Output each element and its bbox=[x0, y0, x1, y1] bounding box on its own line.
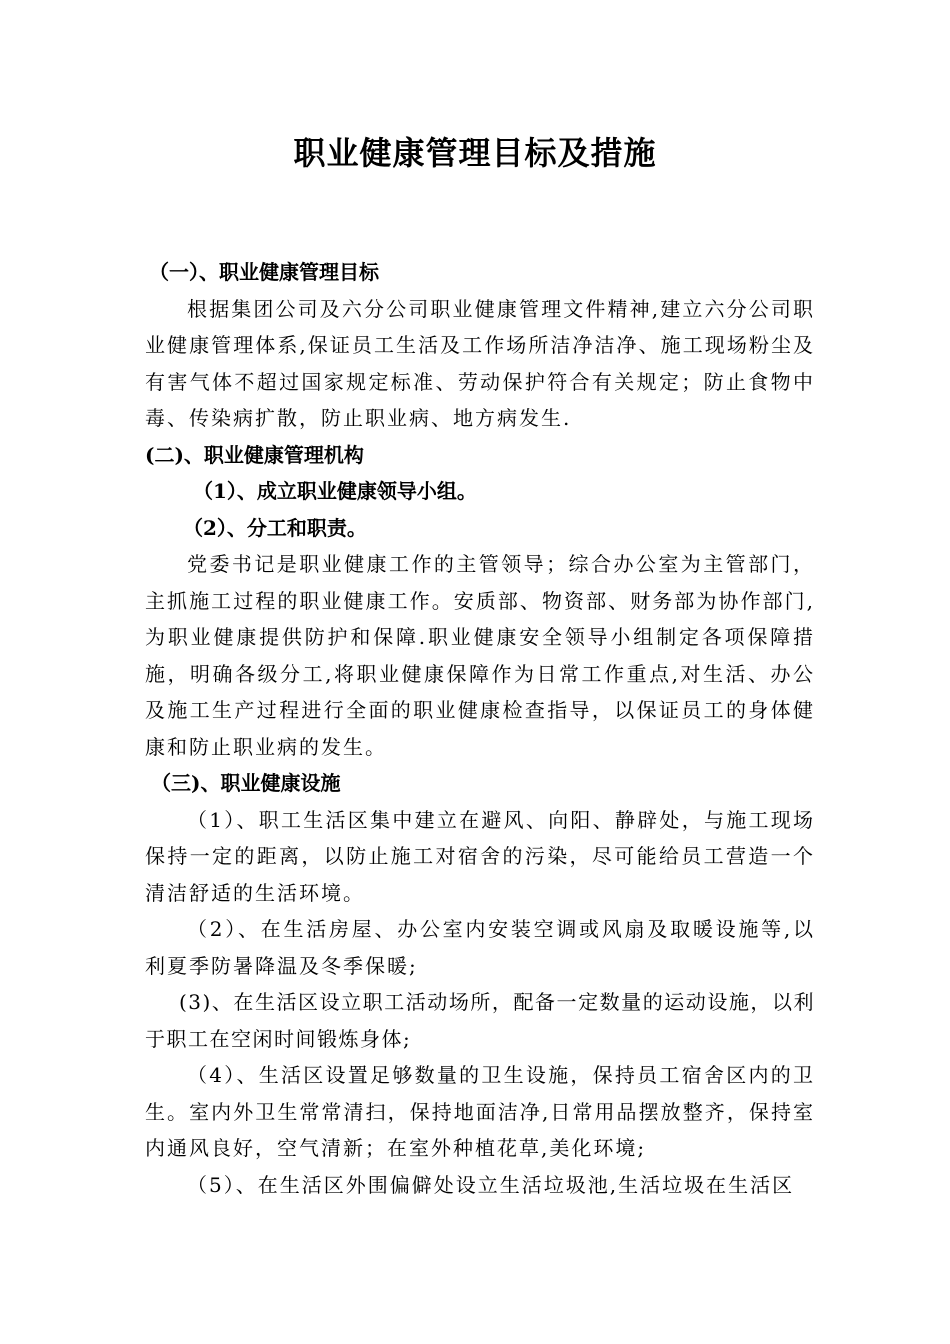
section-3-item-3: (3)、在生活区设立职工活动场所，配备一定数量的运动设施，以利于职工在空闲时间锻炼身体; bbox=[145, 990, 815, 1051]
section-2-paragraph: 党委书记是职业健康工作的主管领导；综合办公室为主管部门，主抓施工过程的职业健康工作。安质部、物资部、财务部为协作部门,为职业健康提供防护和保障.职业健康安全领导小组制定各项保障措施，明确各级分工,将职业健康保障作为日常工作重点,对生活、办公及施工生产过程进行全面的职业健康检查指导，以保证员工的身体健康和防止职业病的发生。 bbox=[145, 552, 815, 759]
section-1-heading: （一）、职业健康管理目标 bbox=[149, 260, 379, 284]
page-title: 职业健康管理目标及措施 bbox=[293, 134, 657, 172]
section-3-item-2: （2）、在生活房屋、办公室内安装空调或风扇及取暖设施等,以利夏季防暑降温及冬季保暖; bbox=[145, 917, 815, 978]
section-2-sub-1: （1）、成立职业健康领导小组。 bbox=[193, 479, 477, 503]
section-3-item-4: （4）、生活区设置足够数量的卫生设施，保持员工宿舍区内的卫生。室内外卫生常常清扫，保持地面洁净,日常用品摆放整齐，保持室内通风良好，空气清新；在室外种植花草,美化环境; bbox=[145, 1063, 815, 1160]
section-3-item-1: （1）、职工生活区集中建立在避风、向阳、静辟处，与施工现场保持一定的距离，以防止施工对宿舍的污染，尽可能给员工营造一个清洁舒适的生活环境。 bbox=[145, 807, 815, 905]
section-2-heading: (二)、职业健康管理机构 bbox=[145, 442, 364, 467]
document-body bbox=[145, 254, 815, 1203]
section-3-item-5: （5）、在生活区外围偏僻处设立生活垃圾池,生活垃圾在生活区 bbox=[187, 1172, 795, 1197]
section-2-sub-2: （2）、分工和职责。 bbox=[183, 515, 367, 540]
section-3-heading: （三)、职业健康设施 bbox=[151, 771, 341, 795]
section-1-paragraph: 根据集团公司及六分公司职业健康管理文件精神,建立六分公司职业健康管理体系,保证员工生活及工作场所洁净洁净、施工现场粉尘及有害气体不超过国家规定标准、劳动保护符合有关规定；防止食物中毒、传染病扩散，防止职业病、地方病发生. bbox=[145, 296, 815, 430]
